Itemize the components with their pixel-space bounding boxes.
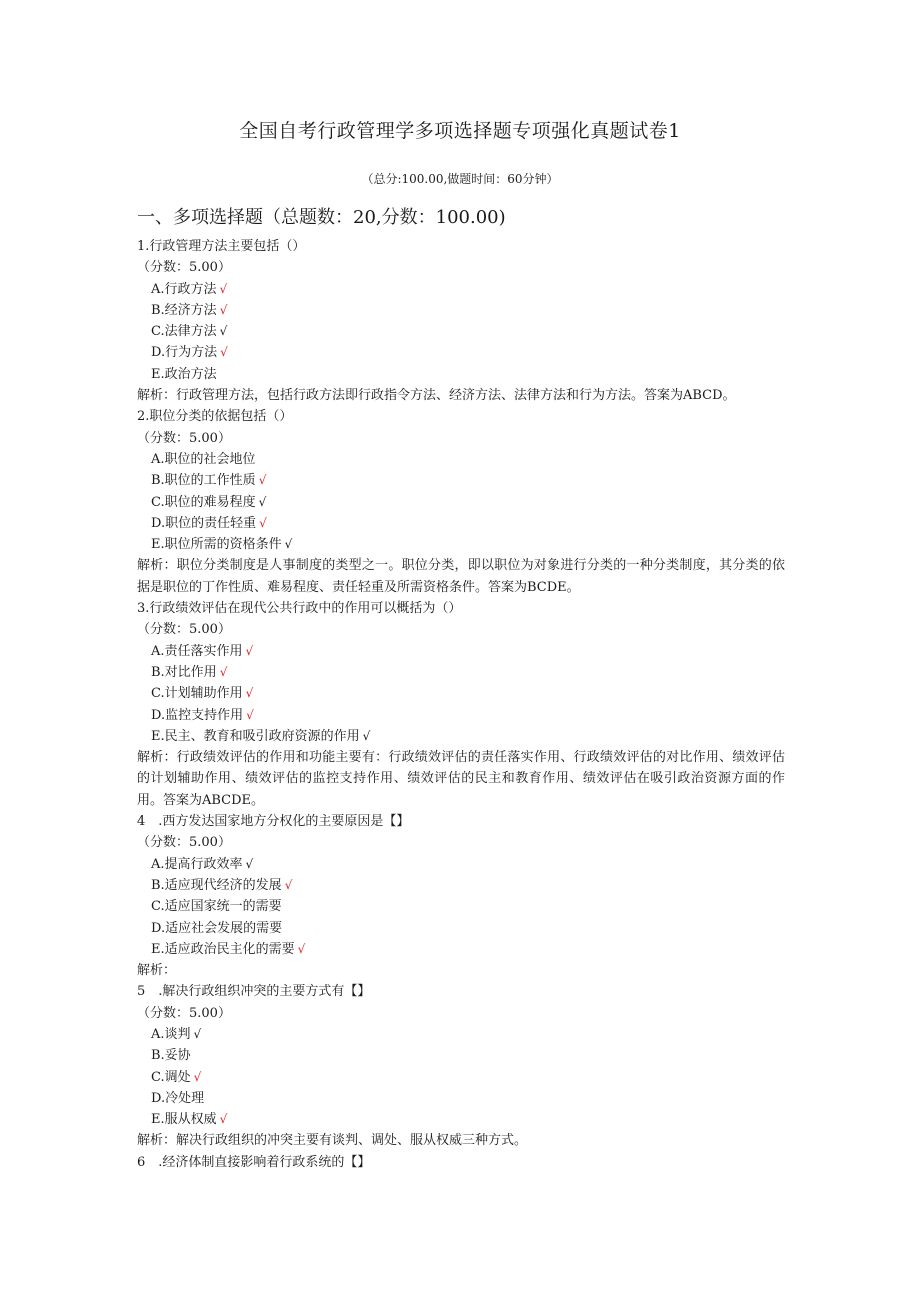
option-text: C.计划辅助作用 [151, 686, 243, 702]
document-title: 全国自考行政管理学多项选择题专项强化真题试卷1 [239, 120, 681, 142]
answer-option [137, 1045, 785, 1066]
option-text: B.经济方法 [151, 302, 217, 318]
checkmark-icon: √ [219, 324, 228, 339]
option-text: E.民主、教育和吸引政府资源的作用 [151, 728, 360, 744]
option-text: C.法律方法 [151, 324, 217, 340]
option-text: A.职位的社会地位 [151, 451, 256, 467]
question-stem: 2.职位分类的依据包括（） [137, 409, 293, 425]
question-list [137, 236, 785, 1173]
question-block [137, 406, 785, 598]
checkmark-icon: √ [246, 707, 254, 722]
answer-option [137, 726, 785, 747]
question-analysis: 解析：行政管理方法，包括行政方法即行政指令方法、经济方法、法律方法和行为方法。答案为ABCD。 [137, 388, 736, 404]
question-analysis: 解析：行政绩效评估的作用和功能主要有：行政绩效评估的责任落实作用、行政绩效评估的对比作用、绩效评估的计划辅助作用、绩效评估的监控支持作用、绩效评估的民主和教育作用、绩效评估在吸引政治资源方面的作用。答案为ABCDE。 [137, 750, 785, 808]
exam-info: （总分:100.00,做题时间：60分钟） [361, 172, 559, 186]
checkmark-icon: √ [284, 877, 293, 892]
option-text: E.职位所需的资格条件 [151, 537, 282, 553]
checkmark-icon: √ [258, 494, 267, 509]
answer-option [137, 279, 785, 300]
option-text: A.谈判 [151, 1026, 191, 1042]
answer-option [137, 875, 785, 896]
question-stem: 5 .解决行政组织冲突的主要方式有【】 [137, 984, 371, 1000]
answer-option [137, 300, 785, 321]
answer-option [137, 705, 785, 726]
answer-option [137, 918, 785, 939]
checkmark-icon: √ [219, 302, 228, 317]
checkmark-icon: √ [258, 473, 267, 488]
question-score: （分数：5.00） [137, 430, 231, 446]
answer-option [137, 1088, 785, 1109]
answer-option [137, 939, 785, 960]
question-block [137, 598, 785, 811]
answer-option [137, 1109, 785, 1130]
option-text: B.职位的工作性质 [151, 473, 256, 489]
checkmark-icon: √ [284, 537, 293, 552]
question-stem: 3.行政绩效评估在现代公共行政中的作用可以概括为（） [137, 601, 462, 617]
question-score: （分数：5.00） [137, 260, 231, 276]
question-score: （分数：5.00） [137, 622, 231, 638]
answer-option [137, 1024, 785, 1045]
answer-option [137, 470, 785, 491]
checkmark-icon: √ [219, 1112, 228, 1127]
option-text: D.职位的责任轻重 [151, 515, 257, 531]
checkmark-icon: √ [219, 281, 228, 296]
checkmark-icon: √ [219, 664, 228, 679]
option-text: E.政治方法 [151, 366, 217, 382]
answer-option [137, 492, 785, 513]
question-stem: 6 .经济体制直接影响着行政系统的【】 [137, 1154, 371, 1170]
question-stem: 4 .西方发达国家地方分权化的主要原因是【】 [137, 814, 410, 830]
question-analysis: 解析： [137, 963, 177, 979]
checkmark-icon: √ [245, 686, 254, 701]
section-heading: 一、多项选择题（总题数：20,分数：100.00) [137, 207, 506, 228]
question-block [137, 236, 785, 406]
answer-option [137, 683, 785, 704]
option-text: C.调处 [151, 1069, 191, 1085]
option-text: C.适应国家统一的需要 [151, 899, 282, 915]
question-stem: 1.行政管理方法主要包括（） [137, 239, 306, 254]
answer-option [137, 513, 785, 534]
checkmark-icon: √ [193, 1069, 202, 1084]
option-text: D.监控支持作用 [151, 707, 244, 723]
answer-option [137, 534, 785, 555]
answer-option [137, 1067, 785, 1088]
question-block [137, 981, 785, 1151]
option-text: E.适应政治民主化的需要 [151, 941, 295, 957]
answer-option [137, 449, 785, 470]
answer-option [137, 364, 785, 385]
checkmark-icon: √ [193, 1026, 202, 1041]
question-analysis: 解析：职位分类制度是人事制度的类型之一。职位分类，即以职位为对象进行分类的一种分类制度，其分类的依据是职位的丁作性质、难易程度、责任轻重及所需资格条件。答案为BCDE。 [137, 558, 785, 595]
answer-option [137, 896, 785, 917]
checkmark-icon: √ [259, 515, 267, 530]
question-score: （分数：5.00） [137, 835, 231, 851]
answer-option [137, 662, 785, 683]
option-text: B.适应现代经济的发展 [151, 877, 282, 893]
question-block [137, 811, 785, 981]
checkmark-icon: √ [362, 728, 371, 743]
answer-option [137, 854, 785, 875]
option-text: D.冷处理 [151, 1090, 205, 1106]
checkmark-icon: √ [220, 345, 228, 360]
option-text: A.行政方法 [151, 281, 217, 297]
question-score: （分数：5.00） [137, 1005, 231, 1021]
checkmark-icon: √ [245, 643, 254, 658]
question-block [137, 1152, 785, 1173]
option-text: C.职位的难易程度 [151, 494, 256, 510]
answer-option [137, 342, 785, 363]
option-text: E.服从权威 [151, 1112, 217, 1128]
option-text: A.责任落实作用 [151, 643, 243, 659]
checkmark-icon: √ [245, 856, 254, 871]
option-text: B.对比作用 [151, 664, 217, 680]
option-text: D.适应社会发展的需要 [151, 920, 283, 936]
answer-option [137, 321, 785, 342]
option-text: B.妥协 [151, 1048, 191, 1064]
option-text: A.提高行政效率 [151, 856, 243, 872]
answer-option [137, 641, 785, 662]
option-text: D.行为方法 [151, 345, 218, 361]
checkmark-icon: √ [297, 941, 306, 956]
question-analysis: 解析：解决行政组织的冲突主要有谈判、调处、服从权威三种方式。 [137, 1133, 528, 1149]
